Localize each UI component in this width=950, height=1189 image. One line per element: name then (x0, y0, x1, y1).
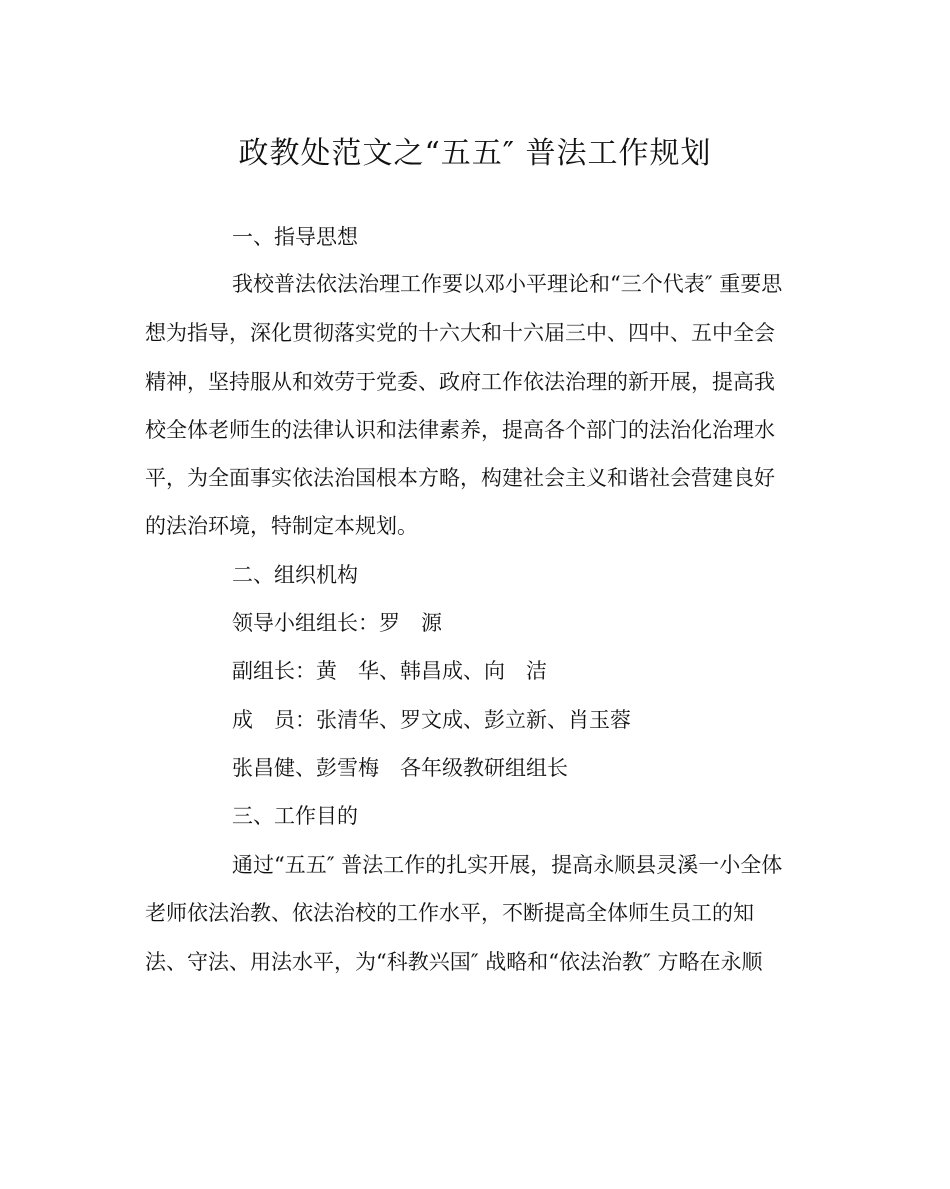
section-heading-organization: 二、组织机构 (232, 563, 358, 587)
section-heading-objective: 三、工作目的 (232, 804, 358, 828)
paragraph-line: 老师依法治教、依法治校的工作水平，不断提高全体师生员工的知 (145, 901, 754, 925)
paragraph-line: 我校普法依法治理工作要以邓小平理论和“三个代表″ 重要思 (232, 272, 783, 296)
paragraph-line: 的法治环境，特制定本规划。 (145, 514, 418, 538)
org-deputy-line: 副组长：黄 华、韩昌成、向 洁 (232, 659, 547, 683)
paragraph-line: 校全体老师生的法律认识和法律素养，提高各个部门的法治化治理水 (145, 418, 775, 442)
section-heading-guiding-ideology: 一、指导思想 (232, 225, 358, 249)
paragraph-line: 想为指导，深化贯彻落实党的十六大和十六届三中、四中、五中全会 (145, 321, 775, 345)
paragraph-line: 精神，坚持服从和效劳于党委、政府工作依法治理的新开展，提高我 (145, 370, 775, 394)
paragraph-line: 法、守法、用法水平，为“科教兴国″ 战略和“依法治教″ 方略在永顺 (145, 950, 763, 974)
org-members-line-2: 张昌健、彭雪梅 各年级教研组组长 (232, 756, 568, 780)
document-title: 政教处范文之“五五″ 普法工作规划 (238, 136, 712, 171)
org-leader-line: 领导小组组长：罗 源 (232, 611, 442, 635)
paragraph-line: 通过“五五″ 普法工作的扎实开展，提高永顺县灵溪一小全体 (232, 853, 783, 877)
org-members-line: 成 员：张清华、罗文成、彭立新、肖玉蓉 (232, 708, 631, 732)
paragraph-line: 平，为全面事实依法治国根本方略，构建社会主义和谐社会营建良好 (145, 466, 775, 490)
